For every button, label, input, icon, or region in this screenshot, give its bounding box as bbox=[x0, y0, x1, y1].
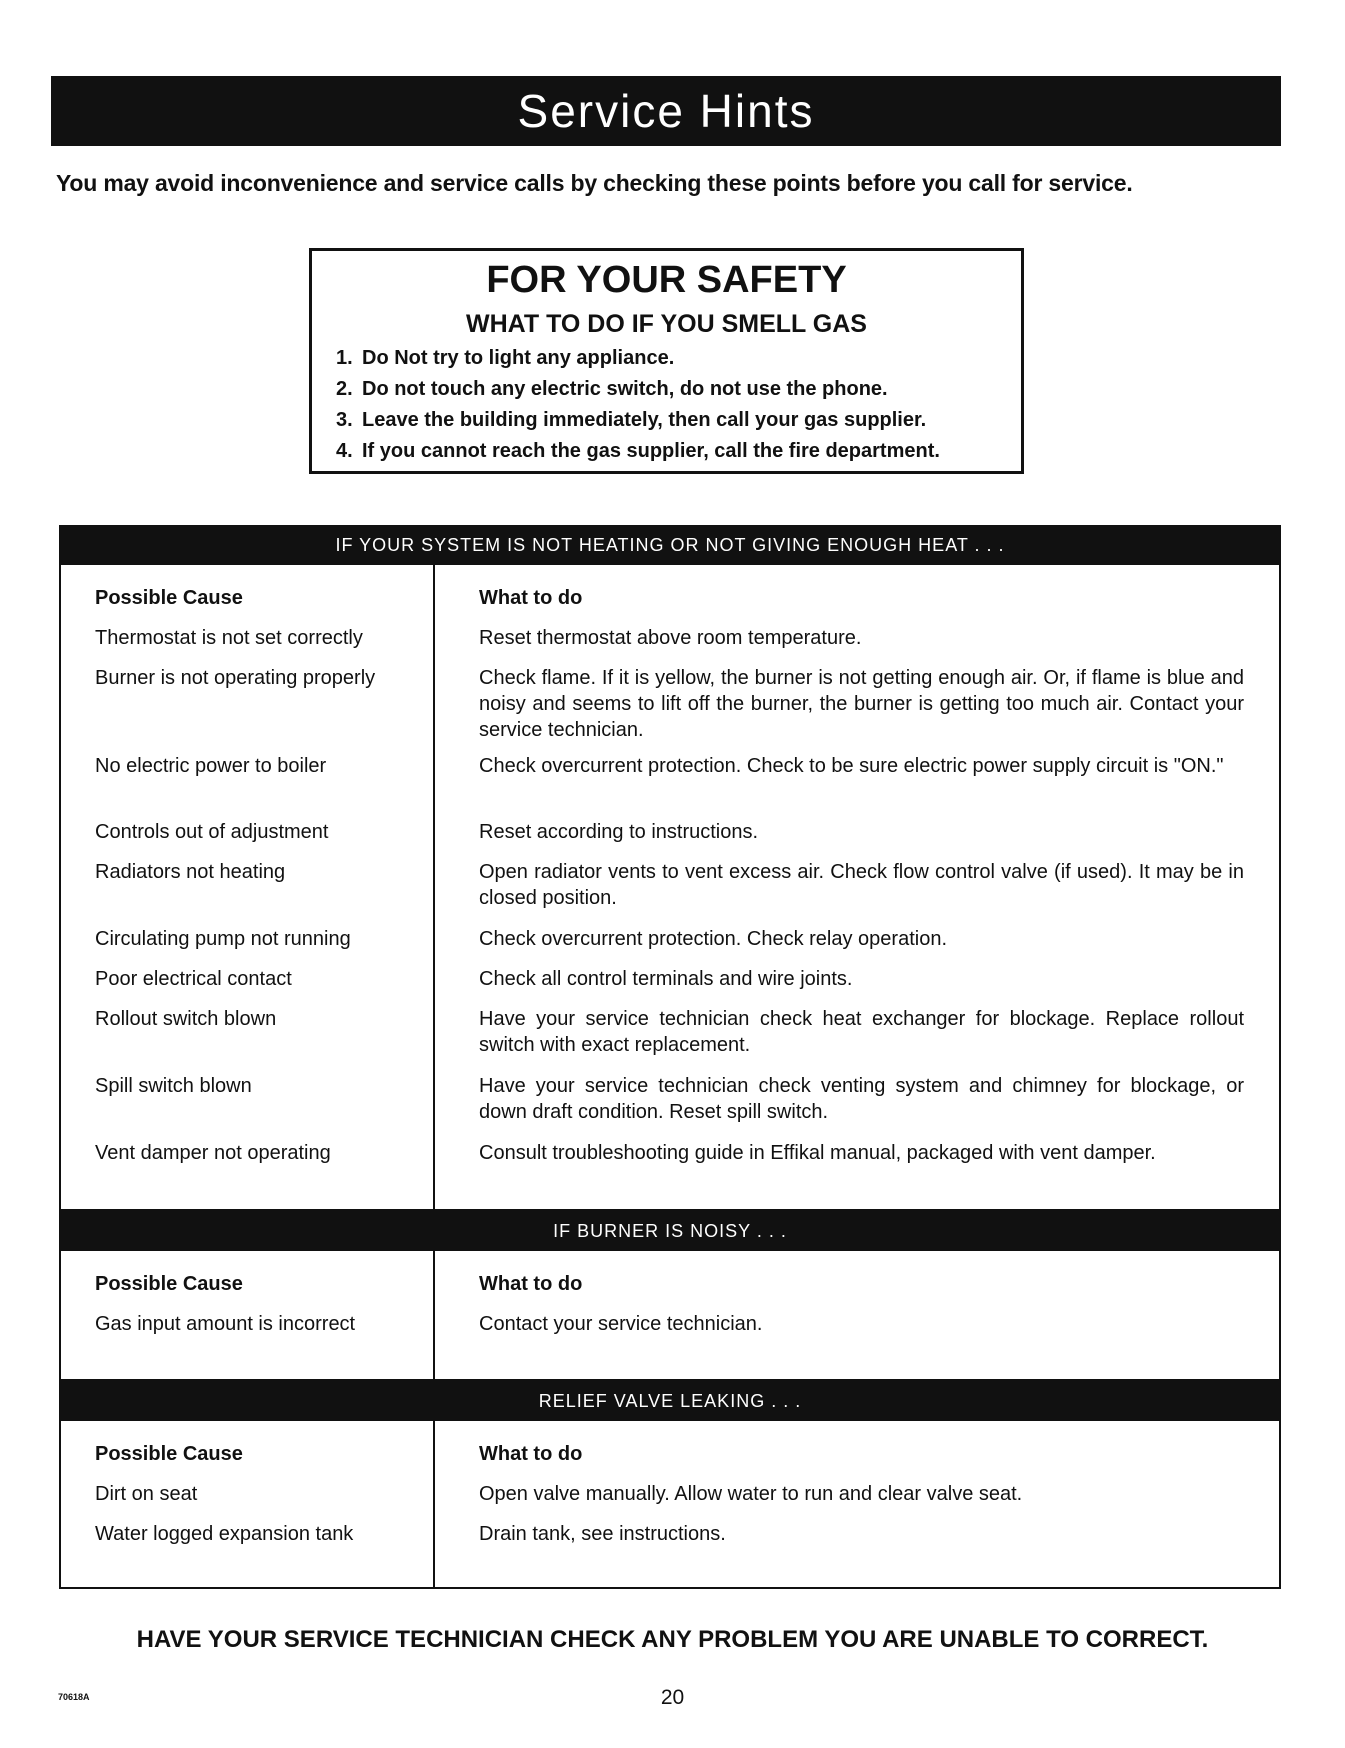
page-title: Service Hints bbox=[517, 85, 815, 137]
safety-item bbox=[336, 343, 940, 374]
cause-column-header: Possible Cause bbox=[95, 1443, 243, 1465]
safety-box bbox=[309, 248, 1024, 474]
action-cell: Contact your service technician. bbox=[479, 1313, 763, 1335]
cause-cell: No electric power to boiler bbox=[95, 755, 327, 777]
safety-list bbox=[336, 343, 940, 467]
cause-cell: Dirt on seat bbox=[95, 1483, 198, 1505]
safety-item-number: 3. bbox=[336, 409, 353, 431]
cause-column-header: Possible Cause bbox=[95, 1273, 243, 1295]
action-cell: Have your service technician check venting system and chimney for blockage, or down draft condition. Reset spill switch. bbox=[479, 1075, 1244, 1123]
action-column-header: What to do bbox=[479, 1443, 583, 1465]
section-table bbox=[61, 1421, 1279, 1589]
title-banner bbox=[51, 76, 1281, 146]
section-table bbox=[61, 565, 1279, 1211]
column-divider bbox=[433, 565, 435, 1211]
section-burner-noisy bbox=[59, 1211, 1281, 1381]
safety-item bbox=[336, 374, 940, 405]
cause-column-header: Possible Cause bbox=[95, 587, 243, 609]
action-column-header: What to do bbox=[479, 587, 583, 609]
safety-item-text: If you cannot reach the gas supplier, call the fire department. bbox=[362, 440, 940, 462]
action-cell: Check overcurrent protection. Check to be sure electric power supply circuit is "ON." bbox=[479, 755, 1224, 777]
action-cell: Reset according to instructions. bbox=[479, 821, 759, 843]
cause-cell: Poor electrical contact bbox=[95, 968, 292, 990]
section-table bbox=[61, 1251, 1279, 1381]
section-not-heating bbox=[59, 525, 1281, 1211]
page-number: 20 bbox=[660, 1686, 685, 1709]
action-cell: Check flame. If it is yellow, the burner is not getting enough air. Or, if flame is blue and noisy and seems to lift off the burner, the burner is getting too much air. Contact your service technician. bbox=[479, 667, 1244, 741]
action-cell: Have your service technician check heat exchanger for blockage. Replace rollout switch with exact replacement. bbox=[479, 1008, 1244, 1056]
safety-item-number: 4. bbox=[336, 440, 353, 462]
cause-cell: Rollout switch blown bbox=[95, 1008, 277, 1030]
section-relief-valve bbox=[59, 1381, 1281, 1589]
action-cell: Reset thermostat above room temperature. bbox=[479, 627, 862, 649]
safety-item-text: Leave the building immediately, then call your gas supplier. bbox=[362, 409, 927, 431]
action-cell: Open radiator vents to vent excess air. Check flow control valve (if used). It may be in closed position. bbox=[479, 861, 1244, 909]
cause-cell: Circulating pump not running bbox=[95, 928, 351, 950]
section-heading: IF YOUR SYSTEM IS NOT HEATING OR NOT GIVING ENOUGH HEAT . . . bbox=[61, 525, 1279, 565]
column-divider bbox=[433, 1251, 435, 1381]
cause-cell: Vent damper not operating bbox=[95, 1142, 331, 1164]
cause-cell: Gas input amount is incorrect bbox=[95, 1313, 356, 1335]
action-column-header: What to do bbox=[479, 1273, 583, 1295]
document-code: 70618A bbox=[58, 1692, 90, 1702]
safety-item-number: 2. bbox=[336, 378, 353, 400]
cause-cell: Radiators not heating bbox=[95, 861, 286, 883]
safety-item-text: Do Not try to light any appliance. bbox=[362, 347, 675, 369]
cause-cell: Controls out of adjustment bbox=[95, 821, 329, 843]
safety-title: FOR YOUR SAFETY bbox=[486, 259, 847, 301]
action-cell: Check all control terminals and wire joints. bbox=[479, 968, 853, 990]
action-cell: Check overcurrent protection. Check relay operation. bbox=[479, 928, 948, 950]
section-heading: IF BURNER IS NOISY . . . bbox=[61, 1211, 1279, 1251]
footer-warning: HAVE YOUR SERVICE TECHNICIAN CHECK ANY PROBLEM YOU ARE UNABLE TO CORRECT. bbox=[136, 1626, 1209, 1653]
action-cell: Drain tank, see instructions. bbox=[479, 1523, 726, 1545]
safety-item-text: Do not touch any electric switch, do not use the phone. bbox=[362, 378, 888, 400]
cause-cell: Burner is not operating properly bbox=[95, 667, 376, 689]
intro-text: You may avoid inconvenience and service calls by checking these points before you call for service. bbox=[56, 170, 1133, 196]
action-cell: Open valve manually. Allow water to run and clear valve seat. bbox=[479, 1483, 1023, 1505]
section-heading: RELIEF VALVE LEAKING . . . bbox=[61, 1381, 1279, 1421]
action-cell: Consult troubleshooting guide in Effikal manual, packaged with vent damper. bbox=[479, 1142, 1156, 1164]
safety-item-number: 1. bbox=[336, 347, 353, 369]
safety-item bbox=[336, 405, 940, 436]
safety-subtitle: WHAT TO DO IF YOU SMELL GAS bbox=[466, 310, 867, 338]
cause-cell: Spill switch blown bbox=[95, 1075, 252, 1097]
safety-item bbox=[336, 436, 940, 467]
cause-cell: Thermostat is not set correctly bbox=[95, 627, 363, 649]
column-divider bbox=[433, 1421, 435, 1589]
cause-cell: Water logged expansion tank bbox=[95, 1523, 354, 1545]
